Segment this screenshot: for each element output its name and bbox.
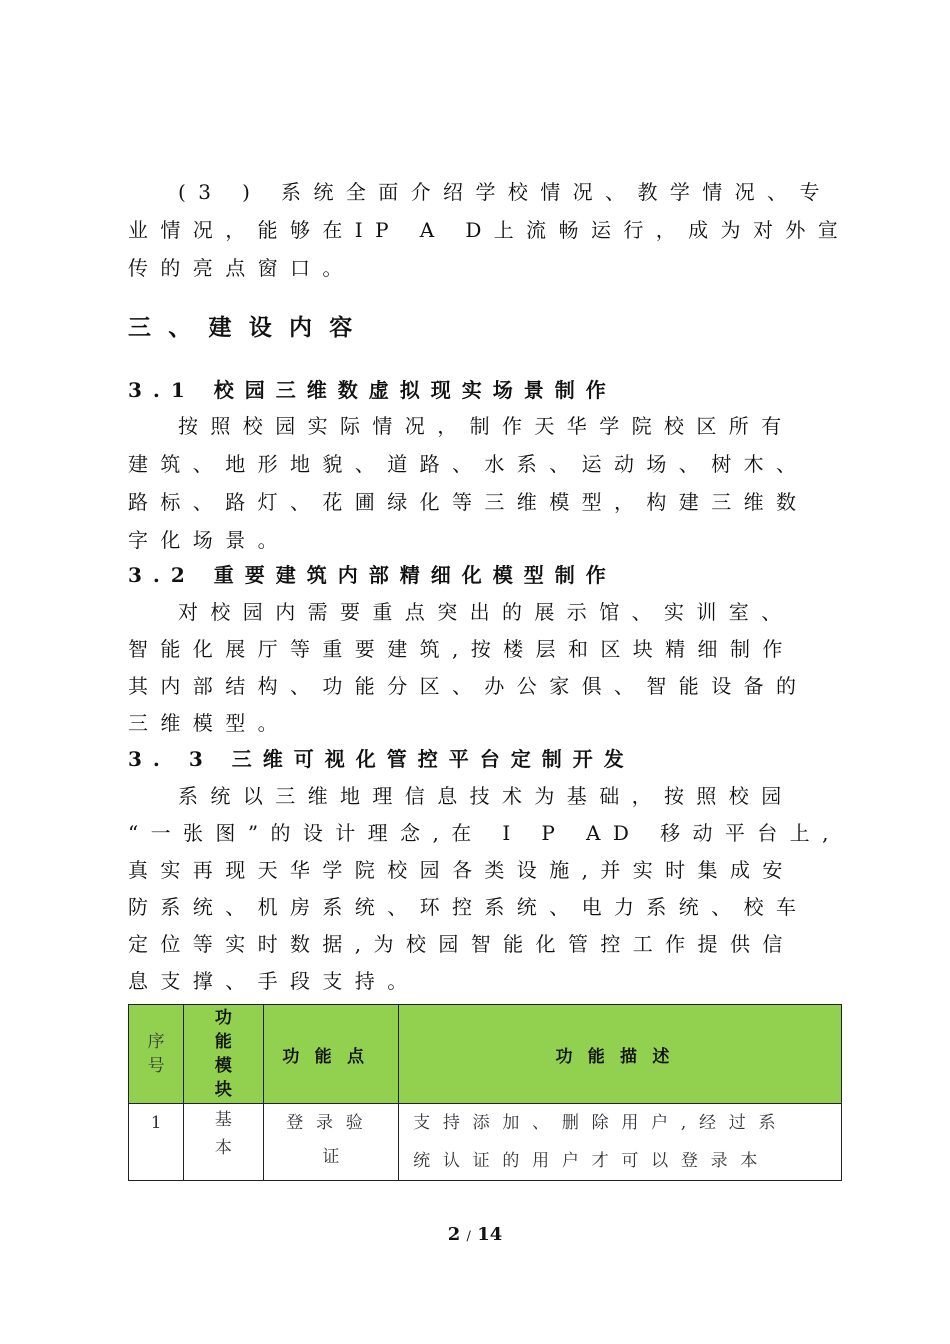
header-desc-label: 功能描述 — [555, 1046, 685, 1067]
paragraph-line: 系统以三维地理信息技术为基础，按照校园 — [178, 784, 794, 808]
cell-module-char: 本 — [214, 1138, 232, 1158]
paragraph-line: 字化场景。 — [128, 528, 290, 552]
table-header-row — [129, 1005, 842, 1104]
subsection-heading-3-1: 3.1 校园三维数虚拟现实场景制作 — [128, 378, 617, 402]
table-row — [129, 1104, 842, 1181]
cell-desc-line: 统认证的用户才可以登录本 — [413, 1151, 771, 1171]
header-point-label: 功能点 — [282, 1046, 380, 1067]
cell-seq-value: 1 — [150, 1113, 162, 1133]
header-module-char: 块 — [214, 1080, 232, 1100]
header-seq — [129, 1005, 184, 1104]
paragraph-line: (3 ) 系统全面介绍学校情况、教学情况、专 — [178, 180, 832, 204]
header-seq-char: 序 — [147, 1032, 165, 1052]
paragraph-line: 对校园内需要重点突出的展示馆、实训室、 — [178, 600, 794, 624]
cell-desc-line: 支持添加、删除用户,经过系 — [413, 1113, 789, 1133]
subsection-heading-3-2: 3.2 重要建筑内部精细化模型制作 — [128, 563, 617, 587]
paragraph-line: 传的亮点窗口。 — [128, 256, 355, 280]
page-number — [0, 1224, 950, 1245]
paragraph-line: 智能化展厅等重要建筑,按楼层和区块精细制作 — [128, 637, 795, 661]
paragraph-line: 真实再现天华学院校园各类设施,并实时集成安 — [128, 858, 795, 882]
paragraph-line: 定位等实时数据,为校园智能化管控工作提供信 — [128, 932, 795, 956]
paragraph-line: 建筑、地形地貌、道路、水系、运动场、树木、 — [128, 452, 809, 476]
paragraph-line: “一张图”的设计理念,在 I P AD 移动平台上, — [128, 821, 841, 845]
paragraph-line: 三维模型。 — [128, 711, 290, 735]
header-module-char: 模 — [214, 1056, 232, 1076]
paragraph-line: 路标、路灯、花圃绿化等三维模型，构建三维数 — [128, 490, 809, 514]
paragraph-line: 按照校园实际情况，制作天华学院校区所有 — [178, 414, 794, 438]
paragraph-line: 息支撑、手段支持。 — [128, 969, 420, 993]
cell-point — [263, 1104, 399, 1181]
subsection-heading-3-3: 3. 3 三维可视化管控平台定制开发 — [128, 747, 635, 771]
paragraph-line: 其内部结构、功能分区、办公家俱、智能设备的 — [128, 674, 809, 698]
page-separator: / — [466, 1229, 471, 1244]
cell-seq — [129, 1104, 184, 1181]
page-total: 14 — [477, 1224, 503, 1245]
header-module-char: 功 — [214, 1008, 232, 1028]
header-seq-char: 号 — [147, 1056, 165, 1076]
section-heading: 三、建设内容 — [128, 314, 370, 341]
header-module-char: 能 — [214, 1032, 232, 1052]
paragraph-line: 业情况，能够在IP A D上流畅运行，成为对外宣 — [128, 218, 851, 242]
header-desc — [399, 1005, 842, 1104]
header-point — [263, 1005, 399, 1104]
cell-desc — [399, 1104, 842, 1181]
function-table — [128, 1004, 842, 1181]
page-current: 2 — [447, 1224, 461, 1245]
header-module — [184, 1005, 263, 1104]
cell-point-line: 登录验 — [286, 1113, 376, 1133]
cell-point-line: 证 — [322, 1147, 340, 1167]
paragraph-line: 防系统、机房系统、环控系统、电力系统、校车 — [128, 895, 809, 919]
cell-module-char: 基 — [214, 1110, 232, 1130]
cell-module — [184, 1104, 263, 1181]
